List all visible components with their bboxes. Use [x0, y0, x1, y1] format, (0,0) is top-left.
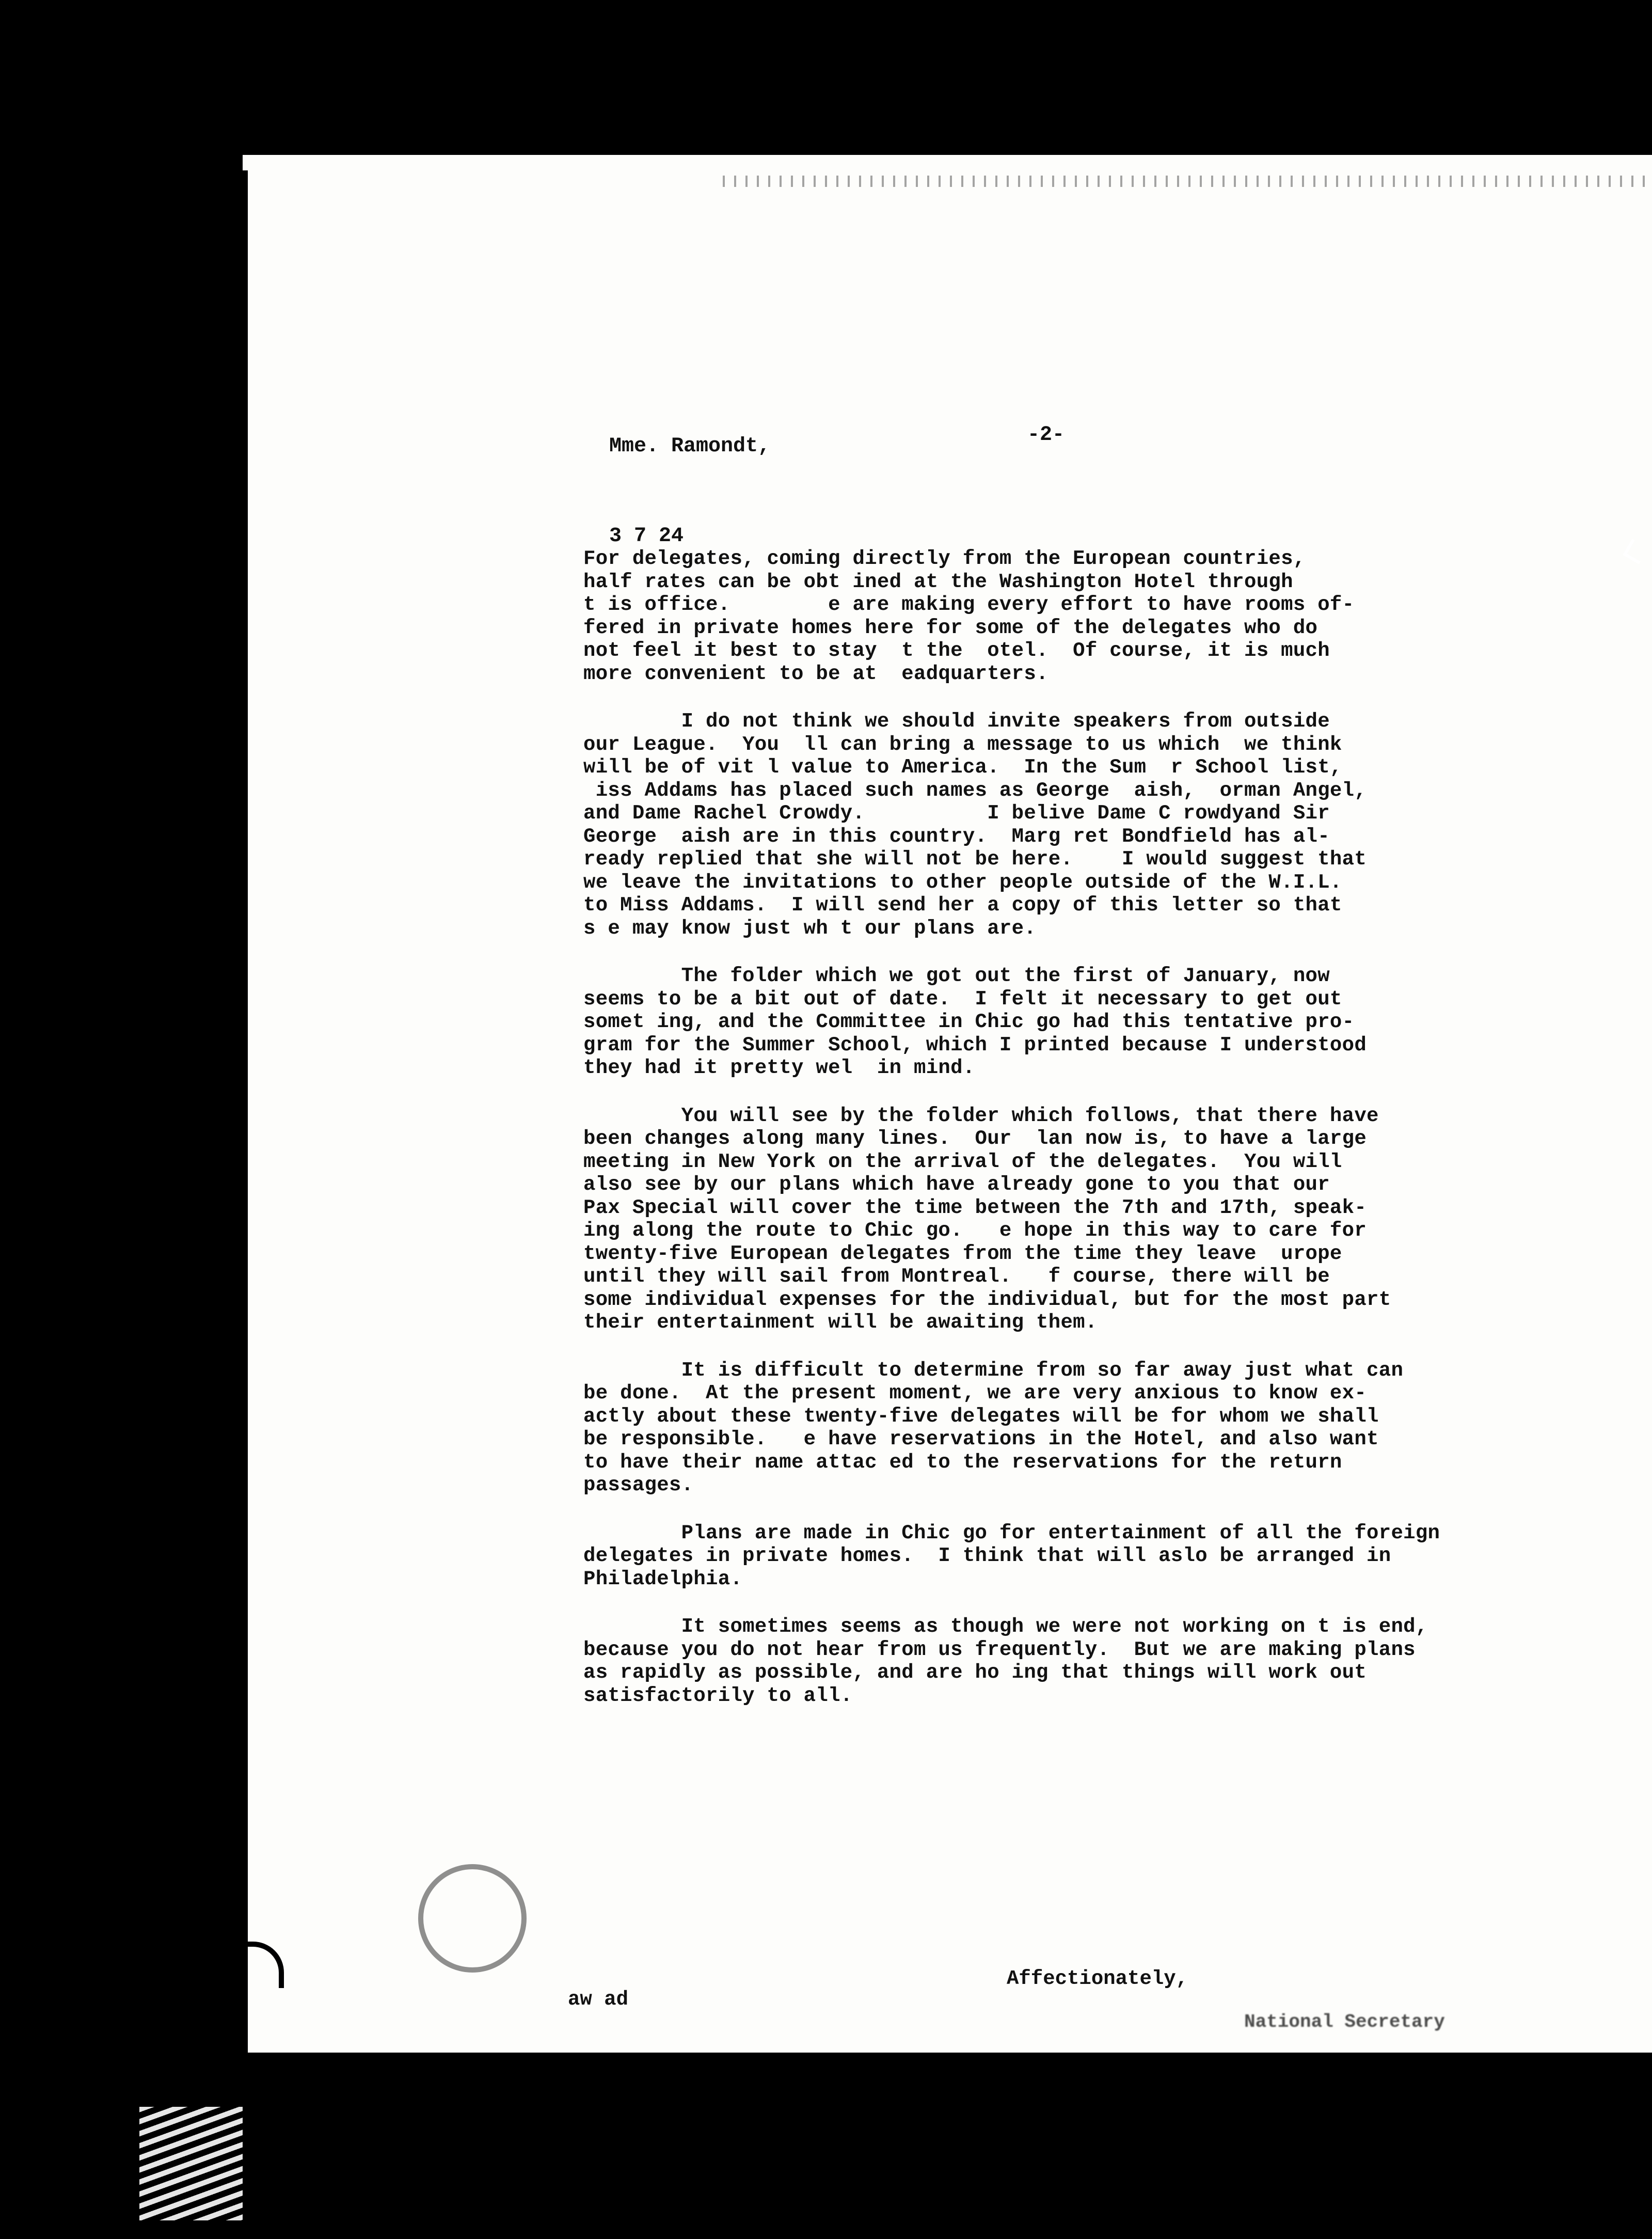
paragraph: It sometimes seems as though we were not working on t is end, because you do not hear from us frequently. But we are making plans as rapidly as possible, and are ho ing that things will work out satisfactorily to all. [583, 1615, 1428, 1707]
typist-initials: aw ad [568, 1988, 629, 2011]
paragraph: For delegates, coming directly from the European countries, half rates can be obt ined at the Washington Hotel through t is office. e are making every effort to have rooms of- fered in private homes here for some of the delegates who do not feel it best to stay t the otel. Of course, it is much more convenient to be at eadquarters. [583, 547, 1355, 685]
scan-artifact [139, 2107, 243, 2220]
date-line: 3 7 24 [609, 525, 684, 548]
paragraph: The folder which we got out the first of January, now seems to be a bit out of date. I felt it necessary to get out somet ing, and the Committee in Chic go had this tentative pro- gram for the Summer School, which I printed because I understood they had it pretty wel in mind. [583, 965, 1367, 1079]
paragraph: I do not think we should invite speakers from outside our League. You ll can bring a message to us which we think will be of vit l value to America. In the Sum r School list, iss Addams has placed such names as George aish, orman Angel, and Dame Rachel Crowdy. I belive Dame C rowdyand Sir George aish are in this country. Marg ret Bondfield has al- ready replied that she will not be here. I would suggest that we leave the invitations to other people outside of the W.I.L. to Miss Addams. I will send her a copy of this letter so that s e may know just wh t our plans are. [583, 710, 1367, 940]
closing-salutation: Affectionately, [1007, 1967, 1188, 1990]
signature-title: National Secretary [1244, 2011, 1445, 2032]
recipient-line: Mme. Ramondt, [609, 435, 771, 458]
paragraph: Plans are made in Chic go for entertainment of all the foreign delegates in private homes. I think that will aslo be arranged in Philadelphia. [583, 1521, 1440, 1590]
scan-noise-top-secondary [723, 176, 1652, 187]
paragraph: You will see by the folder which follows, that there have been changes along many lines. Our lan now is, to have a large meeting in New York on the arrival of the delegates. You will also see by our plans which have already gone to you that our Pax Special will cover the time between the 7th and 17th, speak- ing along the route to Chic go. e hope in this way to care for twenty-five European delegates from the time they leave urope until they will sail from Montreal. f course, there will be some individual expenses for the individual, but for the most part their entertainment will be awaiting them. [583, 1104, 1391, 1334]
letter-body [583, 547, 1492, 1732]
page-number: -2- [1027, 423, 1065, 447]
page-bottom-edge [227, 2053, 1652, 2058]
paragraph: It is difficult to determine from so far away just what can be done. At the present moment, we are very anxious to know ex- actly about these twenty-five delegates will be for whom we shall be responsible. e have reservations in the Hotel, and also want to have their name attac ed to the reservations for the return passages. [583, 1359, 1404, 1496]
page-left-edge [239, 170, 248, 2055]
archive-stamp [418, 1864, 527, 1973]
